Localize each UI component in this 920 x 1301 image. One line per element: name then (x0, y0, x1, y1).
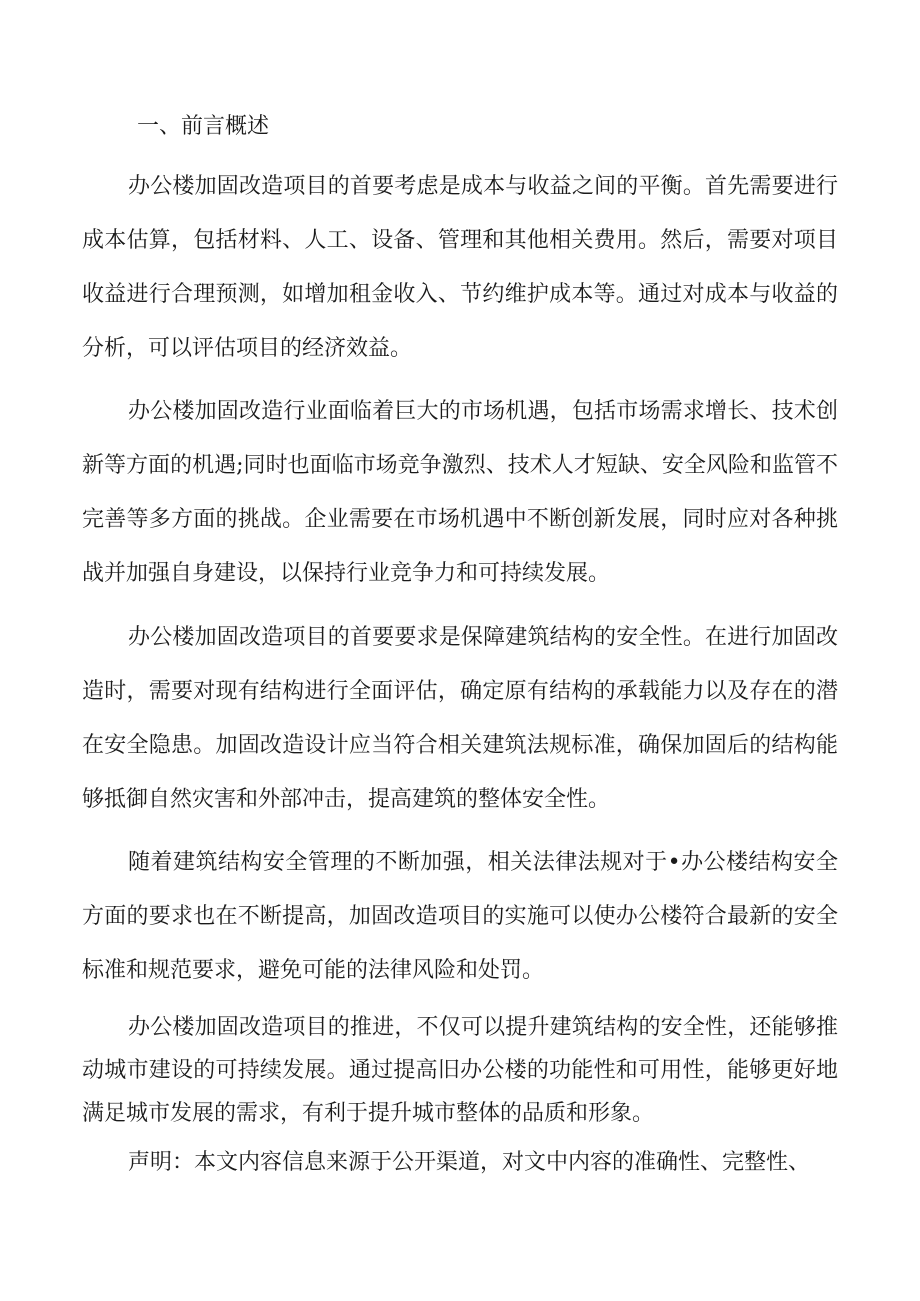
paragraph-regulations: 随着建筑结构安全管理的不断加强，相关法律法规对于•办公楼结构安全方面的要求也在不断提高，加固改造项目的实施可以使办公楼符合最新的安全标准和规范要求，避免可能的法律风险和处罚。 (82, 850, 838, 983)
paragraph-structural-safety: 办公楼加固改造项目的首要要求是保障建筑结构的安全性。在进行加固改造时，需要对现有结构进行全面评估，确定原有结构的承载能力以及存在的潜在安全隐患。加固改造设计应当符合相关建筑法规标准，确保加固后的结构能够抵御自然灾害和外部冲击，提高建筑的整体安全性。 (82, 625, 838, 812)
section-heading: 一、前言概述 (137, 114, 270, 139)
paragraph-urban-development: 办公楼加固改造项目的推进，不仅可以提升建筑结构的安全性，还能够推动城市建设的可持续发展。通过提高旧办公楼的功能性和可用性，能够更好地满足城市发展的需求，有利于提升城市整体的品质和形象。 (82, 1015, 838, 1126)
paragraph-cost-benefit: 办公楼加固改造项目的首要考虑是成本与收益之间的平衡。首先需要进行成本估算，包括材料、人工、设备、管理和其他相关费用。然后，需要对项目收益进行合理预测，如增加租金收入、节约维护成本等。通过对成本与收益的分析，可以评估项目的经济效益。 (82, 174, 838, 361)
paragraph-disclaimer: 声明：本文内容信息来源于公开渠道，对文中内容的准确性、完整性、 (128, 1150, 811, 1175)
paragraph-market-opportunity: 办公楼加固改造行业面临着巨大的市场机遇，包括市场需求增长、技术创新等方面的机遇;同时也面临市场竞争激烈、技术人才短缺、安全风险和监管不完善等多方面的挑战。企业需要在市场机遇中不断创新发展，同时应对各种挑战并加强自身建设，以保持行业竞争力和可持续发展。 (82, 399, 838, 586)
